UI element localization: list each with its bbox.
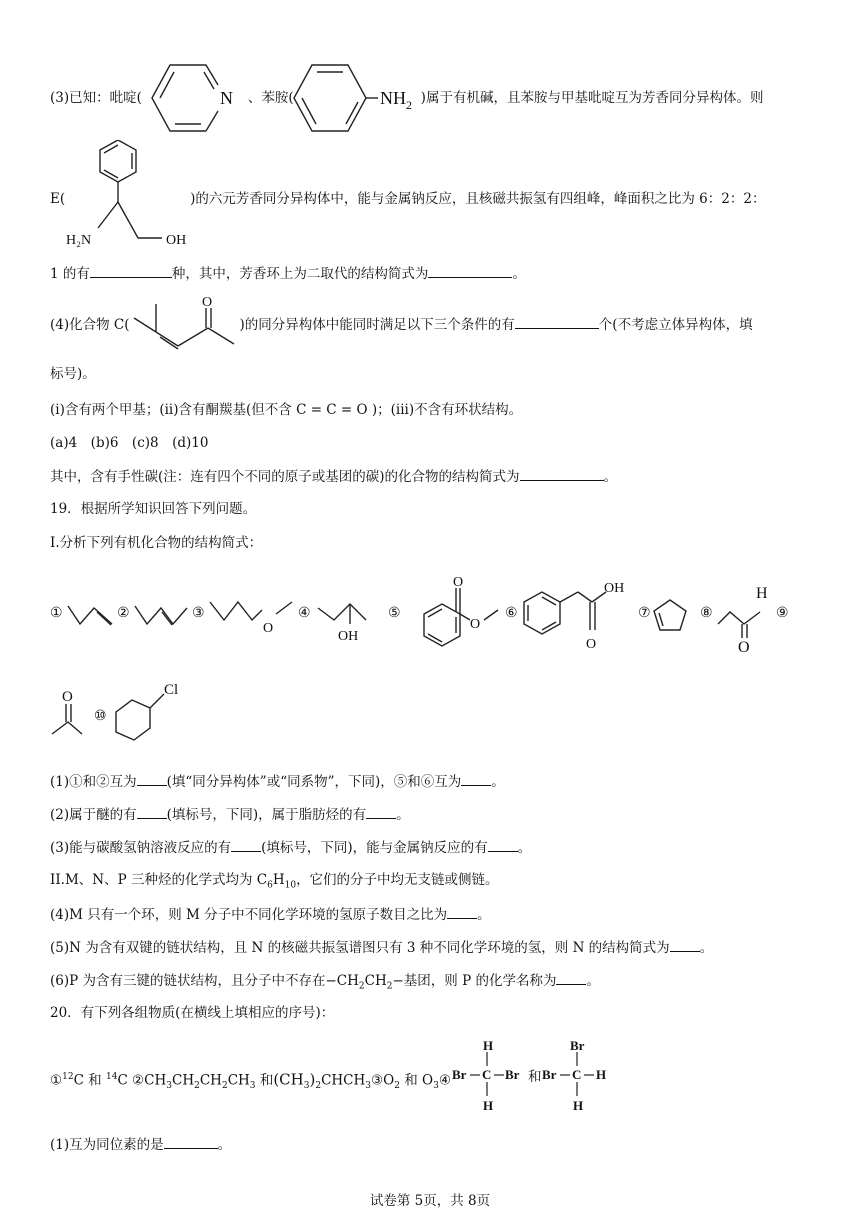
q20-and-text: 和: [528, 1069, 542, 1085]
q19-sub6: (6)P 为含有三键的链状结构，且分子中不存在$-CH_2CH_2-$基团，则 P 的化学名称为 。: [50, 970, 600, 997]
pyridine-n-label: N: [220, 88, 233, 108]
answer-blank[interactable]: [366, 804, 396, 819]
q18-part4-line1: (4)化合物 C( )的同分异构体中能同时满足以下三个条件的有 个(不考虑立体异构体，填: [50, 314, 753, 335]
q19-sub1: (1)①和②互为 (填“同分异构体”或“同系物”，下同)，⑤和⑥互为 。: [50, 771, 505, 792]
options-text: (a)4 (b)6 (c)8 (d)10: [50, 435, 209, 451]
answer-blank[interactable]: [447, 904, 477, 919]
answer-blank[interactable]: [164, 1134, 218, 1149]
svg-text:H: H: [483, 1098, 494, 1113]
dibromomethane-structure-1: [452, 1038, 528, 1116]
aniline-nh-label: $NH_2$: [380, 88, 412, 112]
answer-blank[interactable]: [670, 937, 700, 952]
label-1: ①: [50, 605, 63, 621]
answer-blank[interactable]: [556, 970, 586, 985]
svg-text:C: C: [572, 1067, 582, 1082]
structure-2: [133, 600, 191, 630]
svg-text:H: H: [596, 1067, 607, 1082]
label-10: ⑩: [94, 708, 107, 724]
page-footer: 试卷第 5页，共 8页: [369, 1193, 491, 1209]
q20-title: 20．有下列各组物质(在横线上填相应的序号)：: [50, 1005, 335, 1021]
aniline-structure: [290, 58, 420, 138]
q18-part3-line2: E( )的六元芳香同分异构体中，能与金属钠反应，且核磁共振氢有四组峰，峰面积之比为 6：2：2：: [50, 191, 766, 207]
answer-blank[interactable]: [488, 837, 518, 852]
svg-text:Br: Br: [505, 1067, 520, 1082]
svg-text:C: C: [482, 1067, 492, 1082]
svg-text:H: H: [483, 1038, 494, 1053]
svg-text:Br: Br: [570, 1038, 585, 1053]
pyridine-structure: [148, 58, 248, 138]
structure-3: [208, 596, 298, 642]
q18-part4-line2: 标号)。: [50, 366, 96, 382]
s8-o-label: O: [738, 639, 750, 656]
q20-sub1: (1)互为同位素的是 。: [50, 1134, 231, 1155]
label-5: ⑤: [388, 605, 401, 621]
structure-1: [66, 600, 116, 630]
q19-part2-heading: II.M、N、P 三种烃的化学式均为 $C_6H_{10}$，它们的分子中均无支链或侧链。: [50, 872, 499, 891]
label-4: ④: [298, 605, 311, 621]
answer-blank[interactable]: [231, 837, 261, 852]
label-6: ⑥: [505, 605, 518, 621]
e-oh-label: OH: [166, 233, 187, 248]
s8-h-label: H: [756, 585, 768, 602]
q19-part1-heading: I.分析下列有机化合物的结构简式：: [50, 535, 263, 551]
q18-part3-line1: (3)已知：吡啶( 、苯胺( )属于有机碱，且苯胺与甲基吡啶互为芳香同分异构体。则: [50, 90, 764, 106]
c-o-label: O: [202, 295, 213, 310]
svg-text:Br: Br: [542, 1067, 557, 1082]
label-7: ⑦: [638, 605, 651, 621]
s4-oh-label: OH: [338, 629, 359, 644]
q19-sub2: (2)属于醚的有 (填标号，下同)，属于脂肪烃的有 。: [50, 804, 410, 825]
svg-text:Br: Br: [452, 1067, 467, 1082]
answer-blank[interactable]: [428, 263, 512, 278]
chiral-question: 其中，含有手性碳(注：连有四个不同的原子或基团的碳)的化合物的结构简式为 。: [50, 466, 617, 487]
conditions-text: (i)含有两个甲基；(ii)含有酮羰基(但不含 C = C = O )；(iii)不含有环状结构。: [50, 402, 523, 418]
compound-c-structure: [130, 292, 242, 352]
e-h2n-label: H₂N: [66, 233, 92, 248]
compound-e-structure: [62, 140, 202, 255]
q20-items: ①$^{12}$C 和 $^{14}$C $②CH_3CH_2CH_2CH_3$ 和$(CH_3)_2CHCH_3③O_2$ 和 $O_3④$: [50, 1070, 451, 1092]
label-9: ⑨: [776, 605, 789, 621]
structure-6: [520, 572, 640, 662]
answer-blank[interactable]: [515, 314, 599, 329]
answer-blank[interactable]: [90, 263, 172, 278]
s9-o-label: O: [62, 689, 73, 705]
s6-o-label: O: [586, 637, 597, 652]
s10-cl-label: Cl: [164, 682, 179, 698]
s5-o-ester-label: O: [470, 617, 481, 632]
dibromomethane-structure-2: [542, 1038, 612, 1116]
answer-blank[interactable]: [137, 804, 167, 819]
label-8: ⑧: [700, 605, 713, 621]
label-3: ③: [192, 605, 205, 621]
q19-sub3: (3)能与碳酸氢钠溶液反应的有 (填标号，下同)，能与金属钠反应的有 。: [50, 837, 531, 858]
q19-title: 19．根据所学知识回答下列问题。: [50, 501, 257, 517]
answer-blank[interactable]: [461, 771, 491, 786]
q19-sub5: (5)N 为含有双键的链状结构，且 N 的核磁共振氢谱图只有 3 种不同化学环境的氢，则 N 的结构简式为 。: [50, 937, 713, 958]
structure-5: [404, 572, 504, 692]
structure-8: [716, 578, 776, 658]
q18-part3-line3: 1 的有 种，其中，芳香环上为二取代的结构简式为 。: [50, 263, 526, 284]
answer-blank[interactable]: [137, 771, 167, 786]
structure-10: [112, 676, 192, 752]
s6-oh-label: OH: [604, 581, 625, 596]
structure-9: [48, 686, 88, 742]
svg-text:H: H: [573, 1098, 584, 1113]
q19-sub4: (4)M 只有一个环，则 M 分子中不同化学环境的氢原子数目之比为 。: [50, 904, 491, 925]
s5-o-label: O: [453, 575, 464, 590]
s3-o-label: O: [263, 621, 274, 636]
structure-7: [652, 598, 692, 634]
label-2: ②: [117, 605, 130, 621]
answer-blank[interactable]: [520, 466, 604, 481]
structure-4: [316, 592, 386, 646]
